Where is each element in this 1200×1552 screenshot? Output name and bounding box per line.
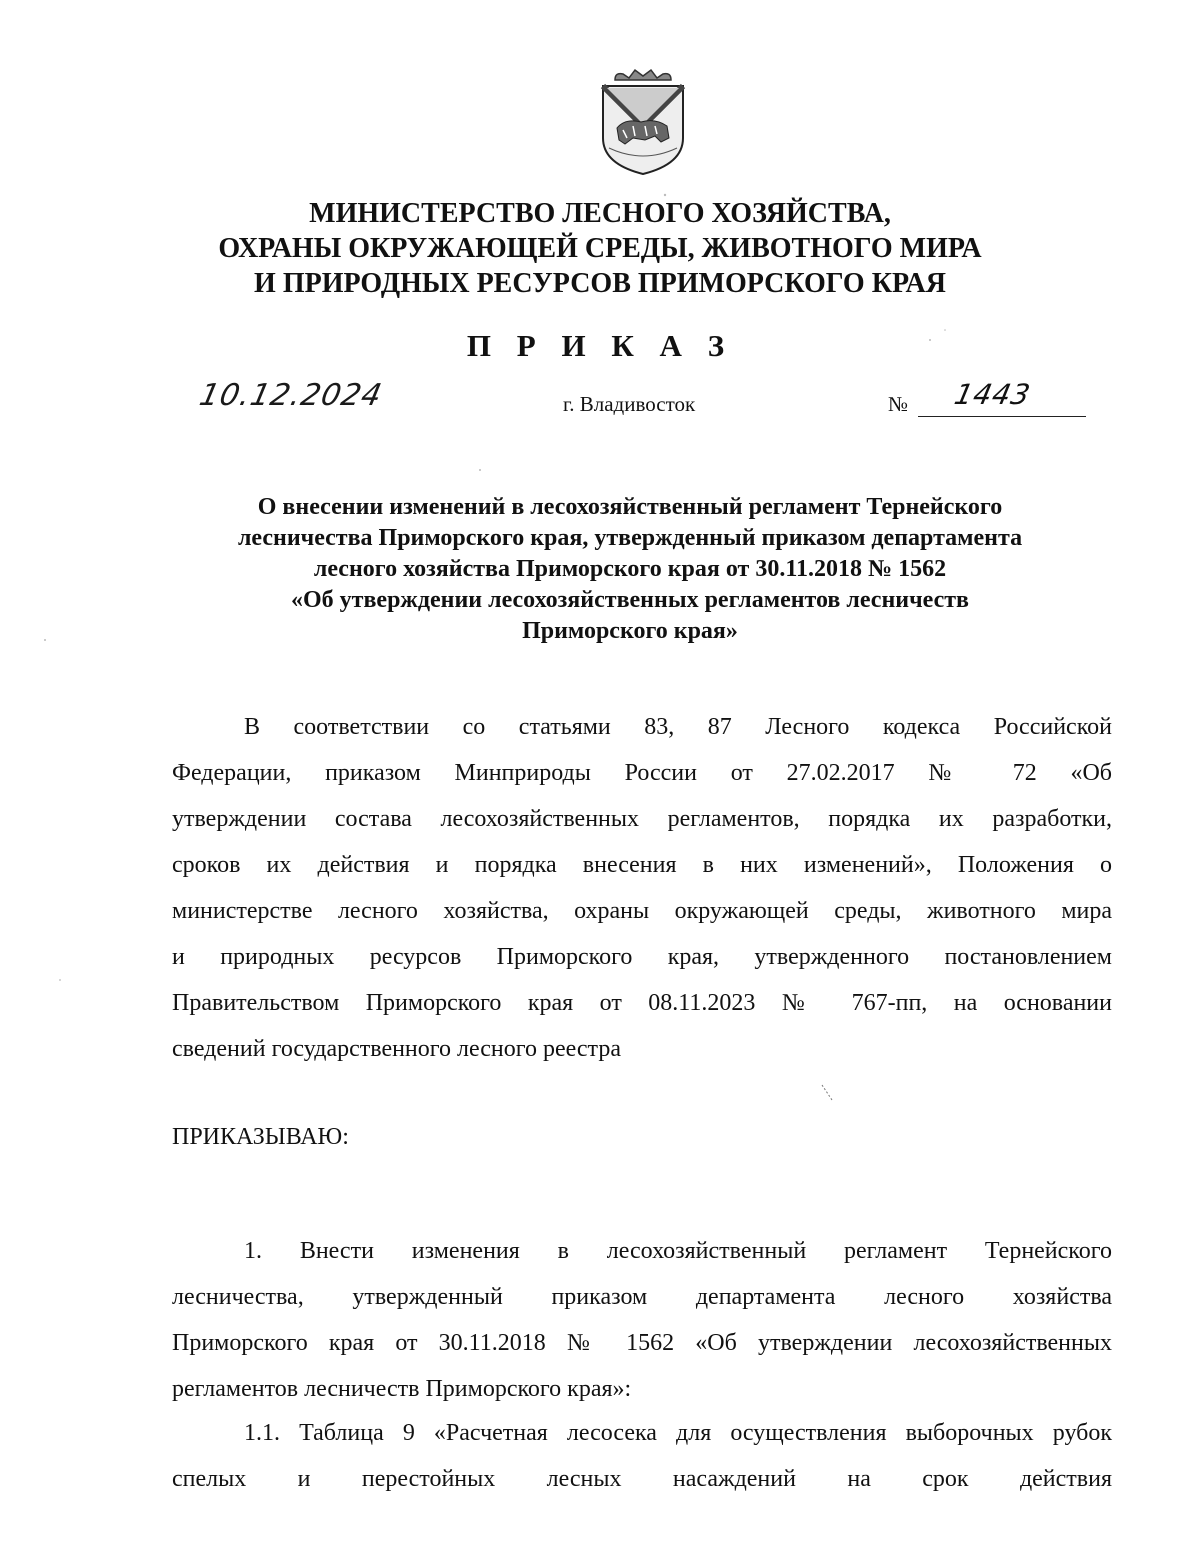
preamble-line: министерстве лесного хозяйства, охраны окружающей среды, животного мира xyxy=(172,898,1112,924)
item-1-paragraph xyxy=(172,1228,1112,1412)
subject-line-3: лесного хозяйства Приморского края от 30.11.2018 № 1562 xyxy=(313,556,947,582)
ministry-line-2: ОХРАНЫ ОКРУЖАЮЩЕЙ СРЕДЫ, ЖИВОТНОГО МИРА xyxy=(218,233,982,264)
preamble-line: Федерации, приказом Минприроды России от 27.02.2017 № 72 «Об xyxy=(172,760,1112,786)
subject-line-1: О внесении изменений в лесохозяйственный регламент Тернейского xyxy=(257,494,1003,520)
subject-line-4: «Об утверждении лесохозяйственных регламентов лесничеств xyxy=(291,587,969,613)
order-number-handwritten: 1443 xyxy=(951,378,1034,411)
item-1-line: Приморского края от 30.11.2018 № 1562 «Об утверждении лесохозяйственных xyxy=(172,1330,1112,1356)
subject-line-2: лесничества Приморского края, утвержденный приказом департамента xyxy=(237,525,1023,551)
preamble-line: и природных ресурсов Приморского края, утвержденного постановлением xyxy=(172,944,1112,970)
preamble-line: сроков их действия и порядка внесения в них изменений», Положения о xyxy=(172,852,1112,878)
item-1-1-line: 1.1. Таблица 9 «Расчетная лесосека для осуществления выборочных рубок xyxy=(244,1420,1112,1446)
item-1-line: 1. Внести изменения в лесохозяйственный регламент Тернейского xyxy=(244,1238,1112,1264)
preamble-line: Правительством Приморского края от 08.11.2023 № 767-пп, на основании xyxy=(172,990,1112,1016)
item-1-line: регламентов лесничеств Приморского края»: xyxy=(172,1376,632,1402)
preamble-line: В соответствии со статьями 83, 87 Лесного кодекса Российской xyxy=(244,714,1112,740)
order-number-underline xyxy=(918,416,1086,417)
order-subject xyxy=(150,492,1110,647)
item-1-1-line: спелых и перестойных лесных насаждений на срок действия xyxy=(172,1466,1112,1492)
command-word: ПРИКАЗЫВАЮ: xyxy=(172,1124,349,1150)
ministry-line-3: И ПРИРОДНЫХ РЕСУРСОВ ПРИМОРСКОГО КРАЯ xyxy=(254,268,946,299)
item-1-1-paragraph xyxy=(172,1410,1112,1502)
order-number-sign: № xyxy=(888,392,909,416)
preamble-paragraph xyxy=(172,704,1112,1072)
ministry-name xyxy=(0,196,1200,301)
order-date-handwritten: 10.12.2024 xyxy=(196,378,386,413)
item-1-line: лесничества, утвержденный приказом департамента лесного хозяйства xyxy=(172,1284,1112,1310)
ministry-line-1: МИНИСТЕРСТВО ЛЕСНОГО ХОЗЯЙСТВА, xyxy=(309,198,891,229)
coat-of-arms-emblem xyxy=(595,68,691,178)
preamble-line: сведений государственного лесного реестра xyxy=(172,1036,621,1062)
document-title: П Р И К А З xyxy=(466,328,734,363)
subject-line-5: Приморского края» xyxy=(522,618,738,644)
order-city: г. Владивосток xyxy=(563,392,696,416)
preamble-line: утверждении состава лесохозяйственных регламентов, порядка их разработки, xyxy=(172,806,1112,832)
